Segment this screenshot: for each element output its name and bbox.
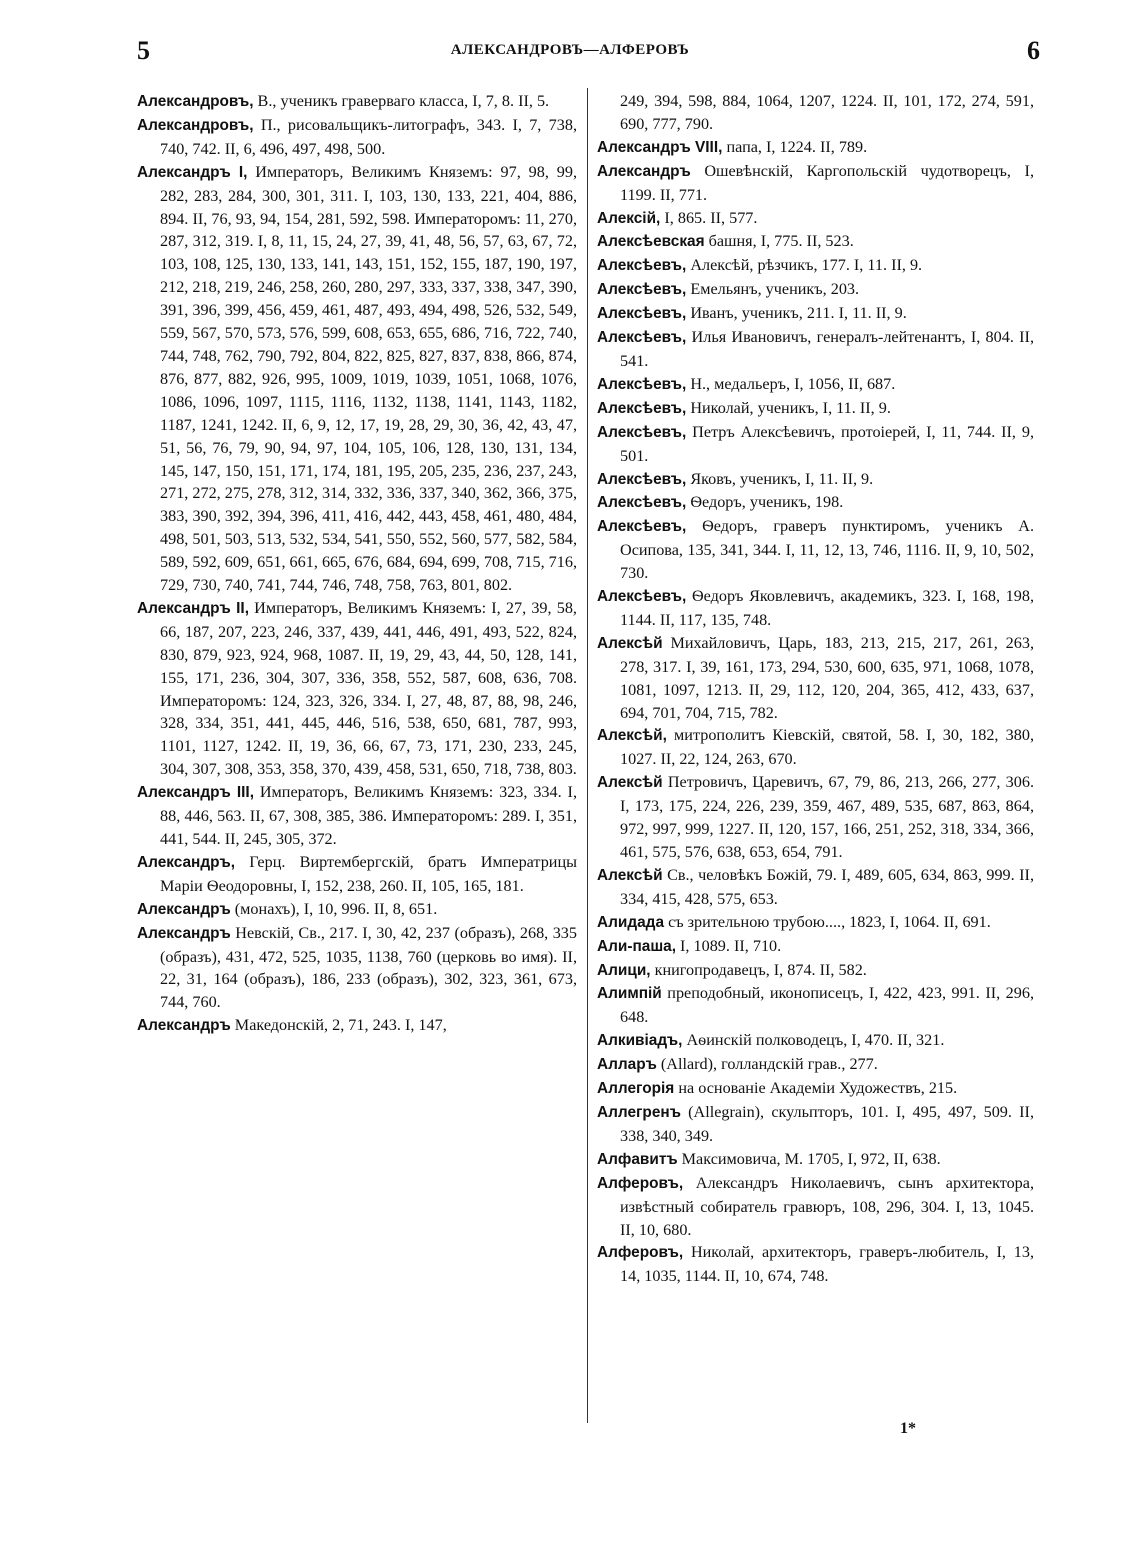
entry-references: Императоръ, Великимъ Княземъ: I, 27, 39, 58, 66, 187, 207, 223, 246, 337, 439, 441, 446, 491, 493, 522, 824, 830, 879, 923, 924, 968, 1087. II, 19, 29, 43, 44, 50, 128, 141, 155, 171, 236, 304, 307, 336, 358, 552, 587, 608, 636, 708. Императоромъ: 124, 323, 326, 334. I, 27, 48, 87, 88, 98, 246, 328, 334, 351, 441, 445, 446, 516, 538, 650, 681, 787, 993, 1101, 1127, 1242. II, 19, 36, 66, 67, 73, 171, 230, 233, 245, 304, 307, 308, 353, 358, 370, 439, 458, 531, 650, 718, 738, 803. [160,598,577,779]
entry-headword: Алексѣевъ, [597,494,687,512]
index-entry [597,136,1034,160]
running-title: АЛЕКСАНДРОВЪ—АЛФЕРОВЪ [450,42,690,58]
entry-headword: Алексѣевская [597,233,705,251]
entry-headword: Алидада [597,913,665,931]
entry-headword: Алларъ [597,1056,657,1074]
index-entry [597,468,1034,492]
entry-references: съ зрительною трубою...., 1823, I, 1064. II, 691. [664,912,991,931]
index-entry [597,515,1034,585]
entry-references: башня, I, 775. II, 523. [704,232,854,251]
entry-references: В., ученикъ граверваго класса, I, 7, 8. II, 5. [253,92,550,110]
index-entry [597,911,1034,935]
entry-references: П., рисовальщикъ-литографъ, 343. I, 7, 738, 740, 742. II, 6, 496, 497, 498, 500. [160,115,577,158]
entry-references: Ошевѣнскій, Каргопольскій чудотворецъ, I, 1199. II, 771. [620,161,1034,204]
index-entry [137,161,577,597]
entry-headword: Аллегренъ [597,1103,681,1121]
right-page-number: 6 [1027,36,1040,65]
entry-references: Македонскій, 2, 71, 243. I, 147, [230,1016,447,1035]
index-entry [597,421,1034,468]
entry-headword: Александръ [137,900,231,918]
index-entry [597,302,1034,326]
entry-headword: Алкивіадъ, [597,1032,683,1050]
entry-headword: Алексѣевъ, [597,588,687,606]
entry-references: Ѳедоръ Яковлевичъ, академикъ, 323. I, 168, 198, 1144. II, 117, 135, 748. [620,587,1034,629]
entry-headword: Александръ [597,162,691,180]
left-page-number: 5 [137,36,150,65]
entry-references: Максимовича, М. 1705, I, 972, II, 638. [677,1149,941,1168]
entry-headword: Алимпій [597,985,662,1003]
entry-references: Аѳинскій полководецъ, I, 470. II, 321. [682,1031,945,1050]
index-entry [597,326,1034,373]
index-entry [597,1077,1034,1101]
entry-references: Иванъ, ученикъ, 211. I, 11. II, 9. [686,304,907,323]
entry-headword: Александръ [137,924,231,942]
index-entry [597,982,1034,1029]
entry-headword: Алексѣевъ, [597,375,687,393]
entry-headword: Алексѣевъ, [597,518,687,536]
entry-references: Ѳедоръ, граверъ пунктиромъ, ученикъ А. Осипова, 135, 341, 344. I, 11, 12, 13, 746, 1116. II, 9, 10, 502, 730. [620,517,1034,583]
entry-headword: Алексѣй [597,634,663,652]
entry-headword: Алексѣевъ, [597,305,687,323]
index-entry [597,1053,1034,1077]
index-entry [597,1148,1034,1172]
index-entry [597,397,1034,421]
left-column [137,90,577,1038]
entry-references: книгопродавецъ, I, 874. II, 582. [650,960,867,979]
entry-headword: Аллегорія [597,1080,675,1098]
entry-references: Императоръ, Великимъ Княземъ: 97, 98, 99, 282, 283, 284, 300, 301, 311. I, 103, 130, 133, 221, 404, 886, 894. II, 76, 93, 94, 154, 281, 592, 598. Императоромъ: 11, 270, 287, 312, 319. I, 8, 11, 15, 24, 27, 39, 41, 48, 56, 57, 63, 67, 72, 103, 108, 125, 130, 133, 141, 143, 151, 152, 155, 187, 190, 197, 212, 218, 219, 246, 258, 260, 280, 297, 333, 337, 338, 347, 390, 391, 396, 399, 456, 459, 461, 487, 493, 494, 498, 526, 532, 549, 559, 567, 570, 573, 576, 599, 608, 653, 655, 686, 716, 722, 740, 744, 748, 762, 790, 792, 804, 822, 825, 827, 837, 838, 866, 874, 876, 877, 882, 926, 995, 1009, 1019, 1039, 1051, 1068, 1076, 1086, 1096, 1097, 1115, 1116, 1132, 1138, 1141, 1143, 1182, 1187, 1241, 1242. II, 6, 9, 12, 17, 19, 28, 29, 30, 36, 42, 43, 47, 51, 56, 76, 79, 90, 94, 97, 104, 105, 106, 128, 130, 131, 134, 145, 147, 150, 151, 171, 174, 181, 195, 205, 235, 236, 237, 243, 271, 272, 275, 278, 312, 314, 332, 336, 337, 340, 362, 366, 375, 383, 390, 392, 394, 396, 411, 416, 442, 443, 458, 461, 480, 484, 498, 501, 503, 513, 532, 534, 541, 550, 552, 560, 577, 582, 584, 589, 592, 609, 651, 661, 665, 676, 684, 694, 699, 708, 715, 716, 729, 730, 740, 741, 744, 746, 748, 758, 763, 801, 802. [160,162,577,595]
index-entry [597,771,1034,864]
entry-references: Невскій, Св., 217. I, 30, 42, 237 (образъ), 268, 335 (образъ), 431, 472, 525, 1035, 1138, 760 (церковь во имя). II, 22, 31, 164 (образъ), 186, 233 (образъ), 302, 323, 361, 673, 744, 760. [160,923,577,1012]
index-entry [597,632,1034,725]
entry-headword: Али-паша, [597,937,676,955]
entry-headword: Алексѣевъ, [597,329,687,347]
index-entry [137,1014,577,1038]
entry-references: Н., медальеръ, I, 1056, II, 687. [686,374,896,393]
entry-references: Николай, архитекторъ, граверъ-любитель, I, 13, 14, 1035, 1144. II, 10, 674, 748. [620,1243,1034,1286]
entry-references: Яковъ, ученикъ, I, 11. II, 9. [686,469,874,488]
entry-references: Императоръ, Великимъ Княземъ: 323, 334. I, 88, 446, 563. II, 67, 308, 385, 386. Императоромъ: 289. I, 351, 441, 544. II, 245, 305, 372. [160,783,577,848]
index-entry [137,922,577,1015]
index-entry [597,1241,1034,1288]
entry-headword: Алферовъ, [597,1244,684,1262]
index-entry [597,864,1034,911]
entry-references: Герц. Виртембергскій, братъ Императрицы Маріи Ѳеодоровны, I, 152, 238, 260. II, 105, 165, 181. [160,852,577,895]
entry-headword: Александръ I, [137,163,248,181]
index-entry [597,1029,1034,1053]
index-entry [137,90,577,114]
index-entry [597,1172,1034,1242]
entry-references: Ѳедоръ, ученикъ, 198. [686,493,844,512]
entry-headword: Алексѣевъ, [597,423,687,441]
index-entry [597,724,1034,771]
entry-headword: Алексѣй [597,774,663,792]
entry-headword: Алексѣй [597,866,663,884]
index-entry [597,90,1034,136]
entry-headword: Алфавитъ [597,1150,678,1168]
entry-headword: Алексѣевъ, [597,257,687,275]
index-entry [597,207,1034,231]
index-entry [137,898,577,922]
entry-headword: Александръ VIII, [597,138,723,156]
entry-references: I, 1089. II, 710. [676,936,782,955]
entry-references: (монахъ), I, 10, 996. II, 8, 651. [230,899,438,918]
index-entry [597,160,1034,207]
index-entry [137,851,577,898]
entry-references: Св., человѣкъ Божій, 79. I, 489, 605, 634, 863, 999. II, 334, 415, 428, 575, 653. [620,865,1034,908]
entry-references: Александръ Николаевичъ, сынъ архитектора, извѣстный собиратель гравюръ, 108, 296, 304. I, 13, 1045. II, 10, 680. [620,1173,1034,1239]
entry-headword: Алексій, [597,209,661,227]
entry-references: I, 865. II, 577. [660,208,758,227]
entry-references: Михайловичъ, Царь, 183, 213, 215, 217, 261, 263, 278, 317. I, 39, 161, 173, 294, 530, 600, 635, 971, 1068, 1078, 1081, 1097, 1213. II, 29, 112, 120, 204, 365, 412, 433, 637, 694, 701, 704, 715, 782. [620,633,1034,722]
entry-references: Емельянъ, ученикъ, 203. [686,280,860,299]
index-entry [597,254,1034,278]
entry-references: папа, I, 1224. II, 789. [722,137,868,156]
entry-headword: Алферовъ, [597,1174,684,1192]
entry-references: Николай, ученикъ, I, 11. II, 9. [686,398,891,417]
entry-headword: Александровъ, [137,116,254,134]
entry-headword: Алексѣевъ, [597,399,687,417]
entry-headword: Александръ [137,1017,231,1035]
entry-references: Илья Ивановичъ, генералъ-лейтенантъ, I, 804. II, 541. [620,328,1034,370]
entry-references: (Allegrain), скульпторъ, 101. I, 495, 497, 509. II, 338, 340, 349. [620,1102,1034,1145]
signature-mark: 1* [900,1420,916,1437]
entry-headword: Алексѣевъ, [597,470,687,488]
right-column [597,90,1034,1288]
index-entry [137,114,577,161]
index-entry [597,935,1034,959]
page-header [0,36,1140,66]
entry-references: митрополитъ Кіевскій, святой, 58. I, 30, 182, 380, 1027. II, 22, 124, 263, 670. [620,726,1034,769]
entry-headword: Александръ, [137,853,236,871]
entry-headword: Александръ II, [137,599,249,617]
entry-headword: Алексѣй, [597,727,667,745]
index-entry [137,781,577,851]
index-entry [137,597,577,781]
index-entry [597,373,1034,397]
index-entry [597,959,1034,983]
index-entry [597,585,1034,632]
column-divider [587,88,588,1423]
entry-references: преподобный, иконописецъ, I, 422, 423, 991. II, 296, 648. [620,984,1034,1027]
index-entry [597,1101,1034,1148]
entry-headword: Алексѣевъ, [597,281,687,299]
entry-headword: Александровъ, [137,93,254,110]
entry-references: 249, 394, 598, 884, 1064, 1207, 1224. II, 101, 172, 274, 591, 690, 777, 790. [620,92,1034,133]
index-entry [597,230,1034,254]
index-entry [597,491,1034,515]
entry-references: Петровичъ, Царевичъ, 67, 79, 86, 213, 266, 277, 306. I, 173, 175, 224, 226, 239, 359, 467, 489, 535, 687, 863, 864, 972, 997, 999, 1227. II, 120, 157, 166, 251, 252, 318, 334, 366, 461, 575, 576, 638, 653, 654, 791. [620,773,1034,861]
entry-headword: Алици, [597,961,651,979]
entry-references: (Allard), голландскій грав., 277. [656,1055,878,1074]
entry-references: на основаніе Академіи Художествъ, 215. [674,1079,958,1098]
entry-references: Петръ Алексѣевичъ, протоіерей, I, 11, 744. II, 9, 501. [620,422,1034,465]
entry-references: Алексѣй, рѣзчикъ, 177. I, 11. II, 9. [686,256,923,275]
index-entry [597,278,1034,302]
entry-headword: Александръ III, [137,784,254,802]
